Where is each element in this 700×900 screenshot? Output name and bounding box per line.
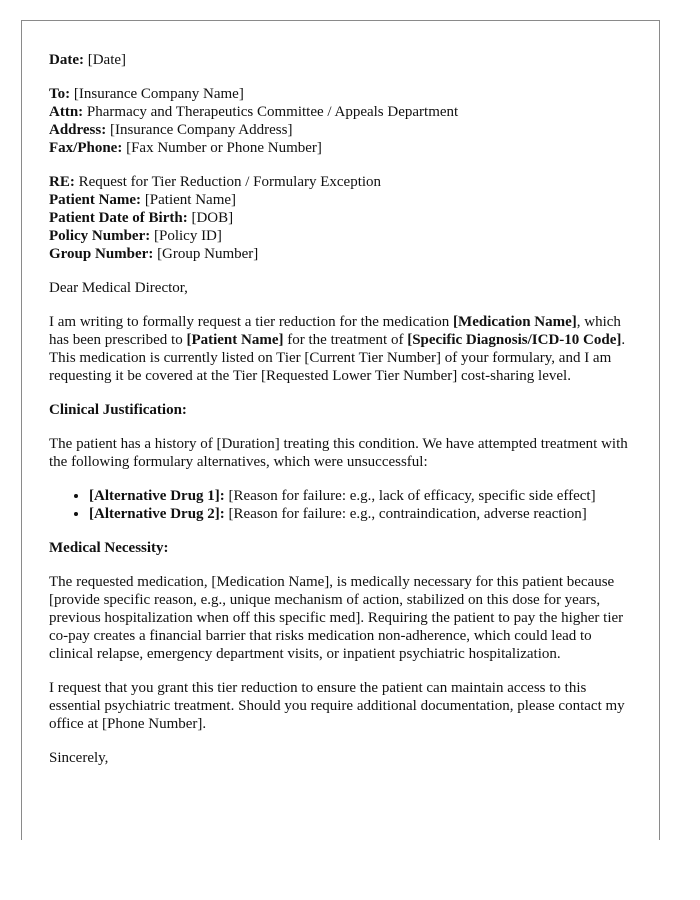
date-block	[49, 51, 639, 69]
attn-label: Attn:	[49, 104, 84, 120]
address-value: [Insurance Company Address]	[109, 122, 293, 138]
patient-name-label: Patient Name:	[49, 192, 142, 208]
intro-diagnosis: [Specific Diagnosis/ICD-10 Code]	[407, 332, 622, 348]
intro-text-1: I am writing to formally request a tier reduction for the medication	[49, 314, 454, 330]
to-label: To:	[49, 86, 71, 102]
date-line	[49, 51, 639, 69]
fax-line	[49, 139, 639, 157]
reference-block	[49, 173, 639, 263]
clinical-paragraph: The patient has a history of [Duration] treating this condition. We have attempted treatment with the following formulary alternatives, which were unsuccessful:	[49, 436, 628, 470]
group-value: [Group Number]	[157, 246, 259, 262]
list-item	[89, 505, 639, 523]
policy-line	[49, 227, 639, 245]
fax-value: [Fax Number or Phone Number]	[126, 140, 322, 156]
intro-text-4: . This medication is currently listed on Tier [Current Tier Number] of your formulary, and I am requesting it be covered at the Tier [Requested Lower Tier Number] cost-sharing level.	[49, 332, 626, 384]
address-label: Address:	[49, 122, 107, 138]
intro-patient-name: [Patient Name]	[186, 332, 284, 348]
intro-text-3: for the treatment of	[283, 332, 408, 348]
attn-value: Pharmacy and Therapeutics Committee / Appeals Department	[86, 104, 459, 120]
fax-label: Fax/Phone:	[49, 140, 123, 156]
re-label: RE:	[49, 174, 75, 190]
attn-line	[49, 103, 639, 121]
re-value: Request for Tier Reduction / Formulary Exception	[78, 174, 382, 190]
list-item	[89, 487, 639, 505]
necessity-heading-text: Medical Necessity:	[49, 540, 169, 556]
necessity-paragraph: The requested medication, [Medication Name], is medically necessary for this patient because [provide specific reason, e.g., unique mechanism of action, stabilized on this dose for years, previous hospitalization when off this specific med]. Requiring the patient to pay the higher tier co-pay creates a financial barrier that risks medication non-adherence, which could lead to clinical relapse, emergency department visits, or inpatient psychiatric hospitalization.	[49, 574, 624, 662]
salutation: Dear Medical Director,	[49, 280, 188, 296]
to-line	[49, 85, 639, 103]
clinical-heading	[49, 401, 639, 419]
policy-value: [Policy ID]	[153, 228, 222, 244]
group-line	[49, 245, 639, 263]
recipient-block	[49, 85, 639, 157]
group-label: Group Number:	[49, 246, 154, 262]
re-line	[49, 173, 639, 191]
alt-drug-name: [Alternative Drug 2]:	[89, 506, 225, 522]
date-value: [Date]	[87, 52, 127, 68]
closing-paragraph: I request that you grant this tier reduction to ensure the patient can maintain access to this essential psychiatric treatment. Should you require additional documentation, please contact my office at [Phone Number].	[49, 680, 625, 732]
policy-label: Policy Number:	[49, 228, 151, 244]
clinical-heading-text: Clinical Justification:	[49, 402, 187, 418]
patient-name-line	[49, 191, 639, 209]
intro-paragraph	[49, 313, 639, 385]
alt-drug-name: [Alternative Drug 1]:	[89, 488, 225, 504]
dob-line	[49, 209, 639, 227]
dob-value: [DOB]	[191, 210, 234, 226]
letter-page	[21, 20, 660, 840]
alternatives-list	[49, 487, 639, 523]
intro-medication-name: [Medication Name]	[453, 314, 577, 330]
dob-label: Patient Date of Birth:	[49, 210, 188, 226]
to-value: [Insurance Company Name]	[73, 86, 244, 102]
alt-drug-reason: [Reason for failure: e.g., lack of efficacy, specific side effect]	[224, 488, 596, 504]
patient-name-value: [Patient Name]	[144, 192, 237, 208]
signoff: Sincerely,	[49, 750, 109, 766]
date-label: Date:	[49, 52, 84, 68]
address-line	[49, 121, 639, 139]
alt-drug-reason: [Reason for failure: e.g., contraindication, adverse reaction]	[224, 506, 587, 522]
necessity-heading	[49, 539, 639, 557]
intro-text-2: , which has been prescribed to	[49, 314, 621, 348]
